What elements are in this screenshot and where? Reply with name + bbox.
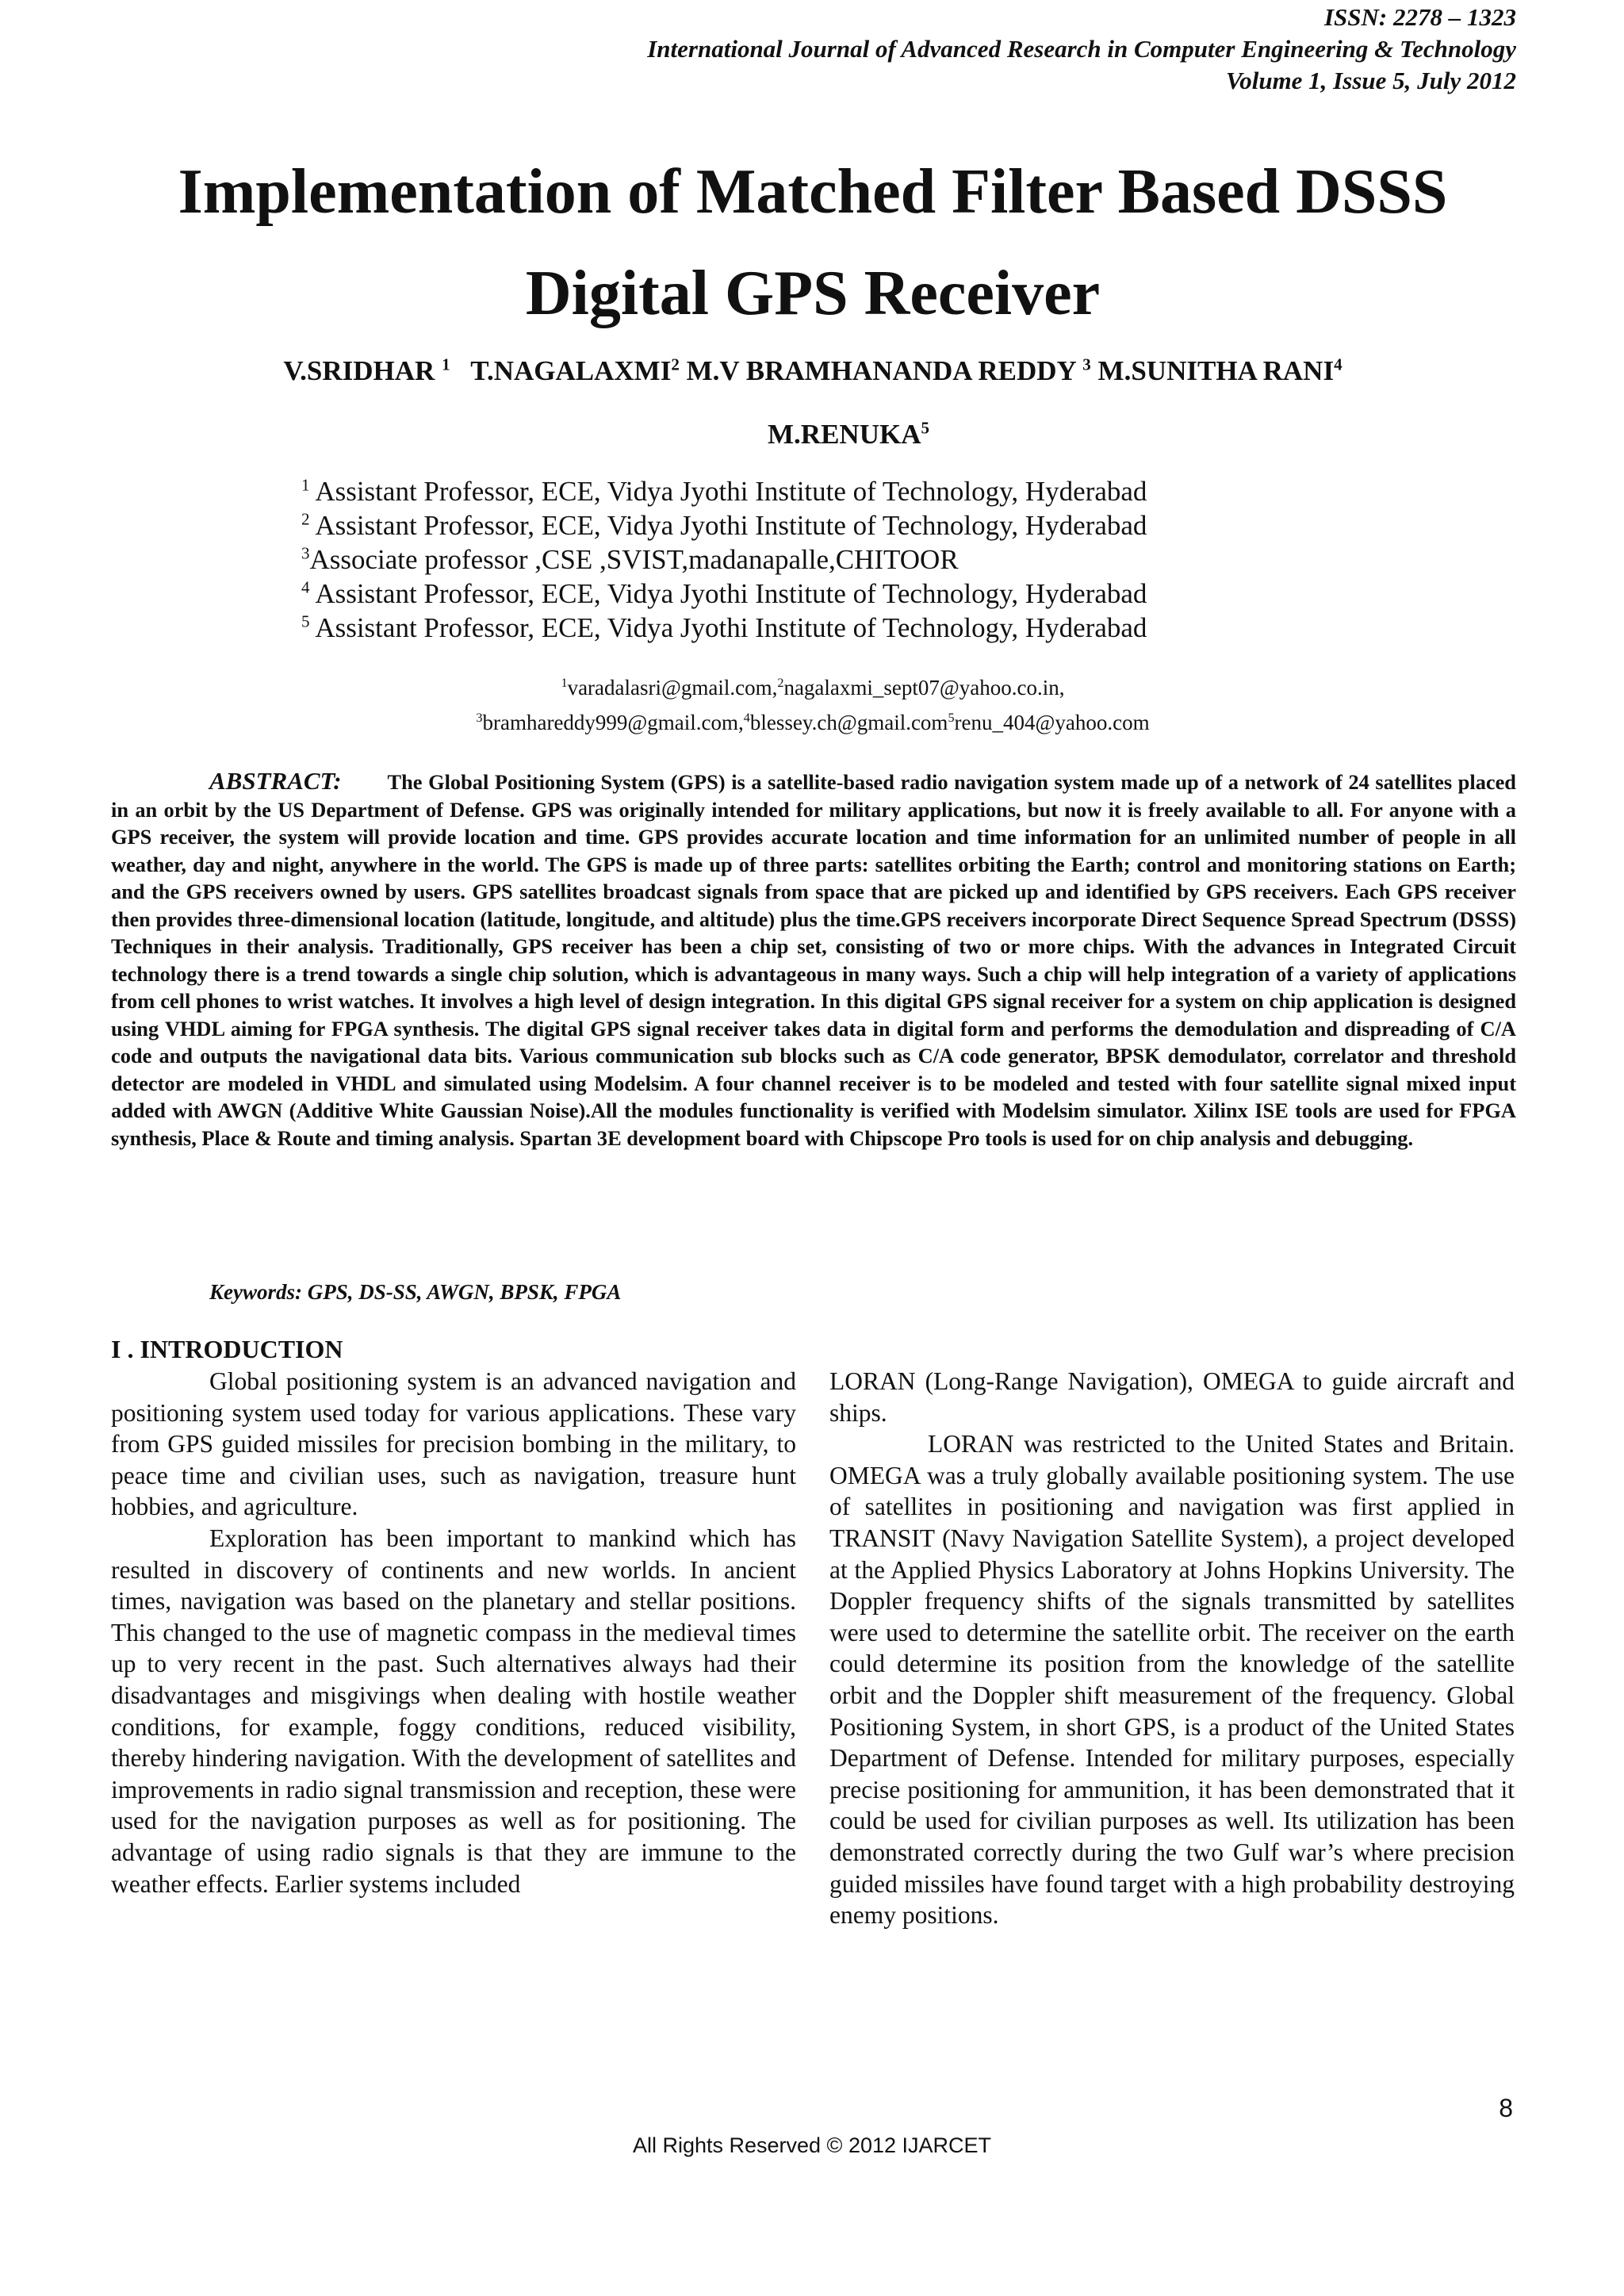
email-line-2: [317, 705, 1308, 740]
page-number: 8: [1499, 2094, 1513, 2122]
paragraph: LORAN was restricted to the United States and Britain. OMEGA was a truly globally available positioning system. The use of satellites in positioning and navigation was first applied in TRANSIT (Navy Navigation Satellite System), a project developed at the Applied Physics Laboratory at Johns Hopkins University. The Doppler frequency shifts of the signals transmitted by satellites were used to determine the satellite orbit. The receiver on the earth could determine its position from the knowledge of the satellite orbit and the Doppler shift measurement of the frequency. Global Positioning System, in short GPS, is a product of the United States Department of Defense. Intended for military purposes, especially precise positioning for ammunition, it has been demonstrated that it could be used for civilian purposes as well. Its utilization has been demonstrated correctly during the two Gulf war’s where precision guided missiles have found target with a high probability destroying enemy positions.: [829, 1430, 1515, 1930]
paragraph: Global positioning system is an advanced navigation and positioning system used today for various applications. These vary from GPS guided missiles for precision bombing in the military, to peace time and civilian uses, such as navigation, treasure hunt hobbies, and agriculture.: [111, 1367, 796, 1521]
author-line-2: [159, 403, 1467, 466]
affiliations: [301, 474, 1332, 645]
abstract-text: The Global Positioning System (GPS) is a satellite-based radio navigation system made up of a network of 24 satellites placed in an orbit by the US Department of Defense. GPS was originally intended for military applications, but now it is freely available to all. For anyone with a GPS receiver, the system will provide location and time. GPS provides accurate location and time information for an unlimited number of people in all weather, day and night, anywhere in the world. The GPS is made up of three parts: satellites orbiting the Earth; control and monitoring stations on Earth; and the GPS receivers owned by users. GPS satellites broadcast signals from space that are picked up and identified by GPS receivers. Each GPS receiver then provides three-dimensional location (latitude, longitude, and altitude) plus the time.GPS receivers incorporate Direct Sequence Spread Spectrum (DSSS) Techniques in their analysis. Traditionally, GPS receiver has been a chip set, consisting of two or more chips. With the advances in Integrated Circuit technology there is a trend towards a single chip solution, which is advantageous in many ways. Such a chip will help integration of a variety of applications from cell phones to wrist watches. It involves a high level of design integration. In this digital GPS signal receiver for a system on chip application is designed using VHDL aiming for FPGA synthesis. The digital GPS signal receiver takes data in digital form and performs the demodulation and dispreading of C/A code and outputs the navigational data bits. Various communication sub blocks such as C/A code generator, BPSK demodulator, correlator and threshold detector are modeled in VHDL and simulated using Modelsim. A four channel receiver is to be modeled and tested with four satellite signal mixed input added with AWGN (Additive White Gaussian Noise).All the modules functionality is verified with Modelsim simulator. Xilinx ISE tools are used for FPGA synthesis, Place & Route and timing analysis. Spartan 3E development board with Chipscope Pro tools is used for on chip analysis and debugging.: [111, 770, 1516, 1150]
email-link[interactable]: renu_404@yahoo.com: [954, 711, 1150, 734]
affiliation-sup: 5: [301, 611, 310, 631]
author-name: M.SUNITHA RANI: [1097, 355, 1335, 386]
email-sup: 1: [561, 676, 568, 690]
keywords: Keywords: GPS, DS-SS, AWGN, BPSK, FPGA: [209, 1280, 622, 1304]
author-sup: 3: [1082, 355, 1091, 374]
affiliation-line: [301, 611, 1332, 645]
section-heading: I . INTRODUCTION: [111, 1335, 343, 1363]
author-sup: 5: [921, 418, 929, 438]
affiliation-text: Assistant Professor, ECE, Vidya Jyothi Institute of Technology, Hyderabad: [309, 510, 1147, 541]
email-sup: 3: [476, 711, 483, 725]
author-sup: 2: [671, 355, 680, 374]
author-name: V.SRIDHAR: [283, 355, 435, 386]
title-line-2: Digital GPS Receiver: [525, 259, 1101, 328]
affiliation-text: Assistant Professor, ECE, Vidya Jyothi Institute of Technology, Hyderabad: [309, 476, 1147, 507]
email-line-1: [317, 670, 1308, 705]
abstract-label: ABSTRACT:: [209, 767, 342, 795]
affiliation-text: Associate professor ,CSE ,SVIST,madanapalle,CHITOOR: [309, 544, 959, 575]
author-name: M.RENUKA: [768, 419, 921, 450]
email-link[interactable]: bramhareddy999@gmail.com,: [482, 711, 744, 734]
paper-title: [103, 141, 1522, 344]
journal-header: [647, 2, 1516, 97]
affiliation-sup: 3: [301, 543, 310, 563]
paragraph: Exploration has been important to mankind which has resulted in discovery of continents and new worlds. In ancient times, navigation was based on the planetary and stellar positions. This changed to the use of magnetic compass in the medieval times up to very recent in the past. Such alternatives always had their disadvantages and misgivings when dealing with hostile weather conditions, for example, foggy conditions, reduced visibility, thereby hindering navigation. With the development of satellites and improvements in radio signal transmission and reception, these were used for the navigation purposes as well as for positioning. The advantage of using radio signals is that they are immune to the weather effects. Earlier systems included: [111, 1524, 796, 1898]
email-link[interactable]: varadalasri@gmail.com,: [567, 676, 778, 700]
title-line-1: Implementation of Matched Filter Based DSSS: [178, 157, 1448, 227]
affiliation-line: [301, 474, 1332, 508]
affiliation-line: [301, 508, 1332, 542]
email-sup: 4: [743, 711, 750, 725]
author-emails: [317, 670, 1308, 740]
author-line-1: [159, 339, 1467, 403]
email-sup: 2: [777, 676, 784, 690]
affiliation-sup: 2: [301, 509, 310, 529]
affiliation-sup: 4: [301, 577, 310, 597]
affiliation-line: [301, 577, 1332, 611]
paragraph: LORAN (Long-Range Navigation), OMEGA to guide aircraft and ships.: [829, 1367, 1515, 1427]
affiliation-text: Assistant Professor, ECE, Vidya Jyothi Institute of Technology, Hyderabad: [309, 612, 1147, 643]
author-name: T.NAGALAXMI: [470, 355, 672, 386]
affiliation-sup: 1: [301, 475, 310, 495]
author-list: [159, 339, 1467, 466]
email-link[interactable]: blessey.ch@gmail.com: [749, 711, 948, 734]
right-column: [829, 1366, 1515, 1931]
journal-name: International Journal of Advanced Research in Computer Engineering & Technology: [647, 35, 1516, 63]
author-sup: 4: [1334, 355, 1342, 374]
issn: ISSN: 2278 – 1323: [1323, 3, 1516, 31]
author-name: M.V BRAMHANANDA REDDY: [686, 355, 1076, 386]
journal-volume: Volume 1, Issue 5, July 2012: [1225, 67, 1516, 94]
left-column: [111, 1366, 796, 1899]
footer-rights: All Rights Reserved © 2012 IJARCET: [632, 2133, 992, 2157]
email-sup: 5: [948, 711, 955, 725]
author-sup: 1: [442, 355, 450, 374]
abstract: [111, 768, 1516, 1152]
affiliation-text: Assistant Professor, ECE, Vidya Jyothi Institute of Technology, Hyderabad: [309, 578, 1147, 609]
email-link[interactable]: nagalaxmi_sept07@yahoo.co.in,: [783, 676, 1065, 700]
affiliation-line: [301, 542, 1332, 577]
